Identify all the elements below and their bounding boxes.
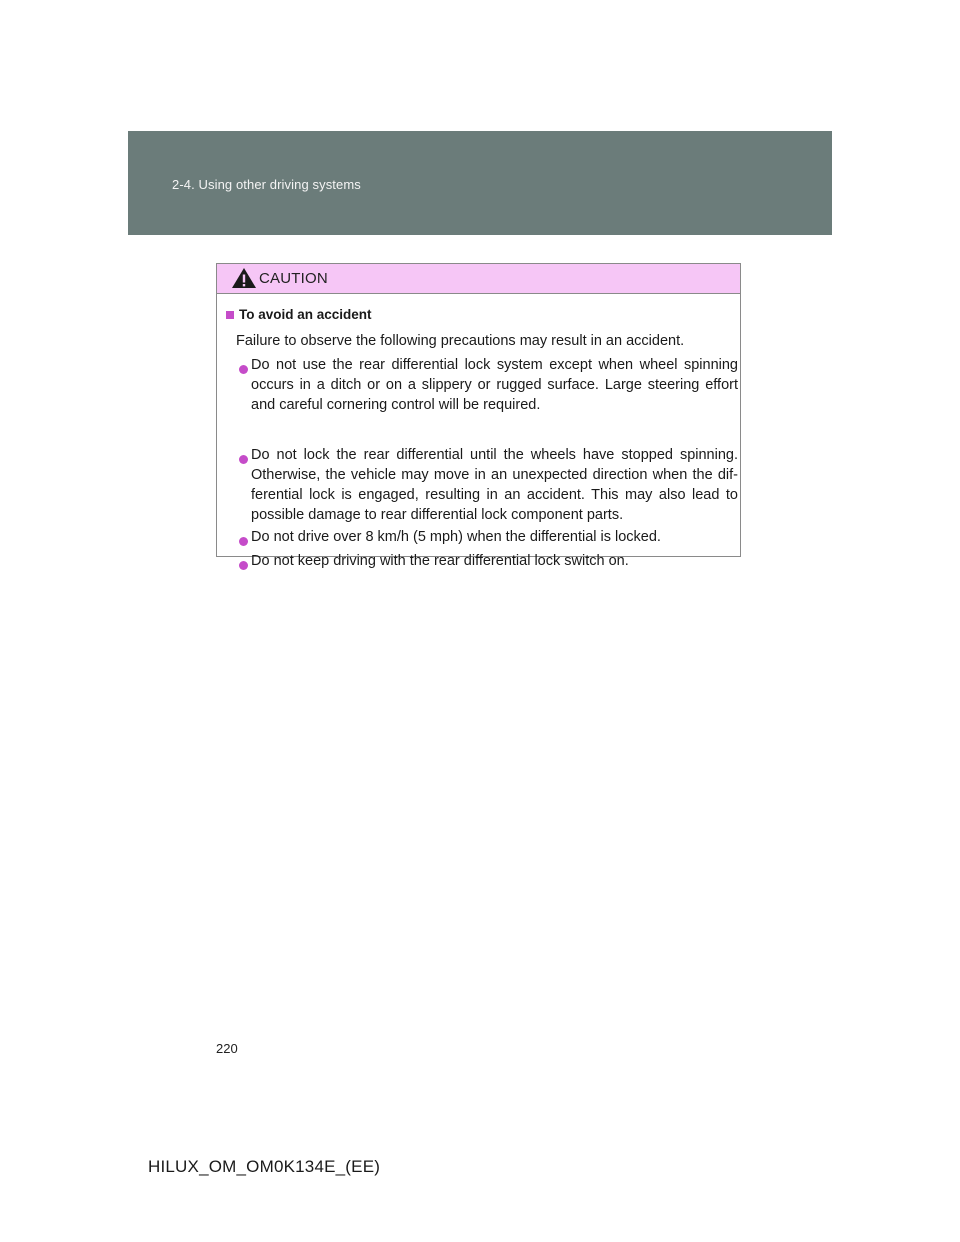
caution-box xyxy=(216,263,741,569)
page-number: 220 xyxy=(216,1041,238,1056)
section-header-band xyxy=(128,131,832,235)
caution-label: CAUTION xyxy=(259,270,328,287)
round-bullet-icon xyxy=(239,455,248,464)
caution-intro: Failure to observe the following precautions may result in an accident. xyxy=(236,333,685,349)
round-bullet-icon xyxy=(239,537,248,546)
section-title: 2-4. Using other driving systems xyxy=(172,177,361,192)
round-bullet-icon xyxy=(239,561,248,570)
caution-header xyxy=(217,264,740,294)
warning-triangle-icon xyxy=(231,267,257,289)
caution-item: Do not use the rear differential lock system except when wheel spinning occurs in a ditch or on a slippery or rugged surface. Large steering effort and careful cornering control will be required. xyxy=(251,357,738,413)
caution-subheading: To avoid an accident xyxy=(239,307,372,322)
round-bullet-icon xyxy=(239,365,248,374)
document-id: HILUX_OM_OM0K134E_(EE) xyxy=(148,1157,381,1176)
square-bullet-icon xyxy=(226,311,234,319)
caution-item: Do not keep driving with the rear differential lock switch on. xyxy=(251,553,629,569)
caution-item: Do not lock the rear differential until the wheels have stopped spinning. Otherwise, the vehicle may move in an unexpected direction when the dif-ferential lock is engaged, resulting in an accident. This may also lead to possible damage to rear differential lock component parts. xyxy=(251,447,738,523)
caution-item: Do not drive over 8 km/h (5 mph) when the differential is locked. xyxy=(251,529,661,545)
